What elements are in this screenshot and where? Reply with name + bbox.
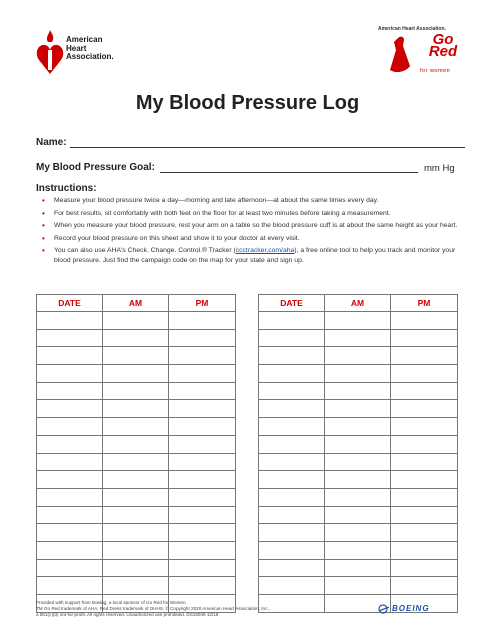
table-row bbox=[259, 382, 458, 400]
instructions-list bbox=[36, 196, 466, 268]
pm-cell[interactable] bbox=[169, 365, 236, 383]
am-cell[interactable] bbox=[103, 471, 169, 489]
am-cell[interactable] bbox=[103, 400, 169, 418]
table-row bbox=[37, 435, 236, 453]
table-row bbox=[37, 471, 236, 489]
table-row bbox=[37, 365, 236, 383]
table-row bbox=[259, 312, 458, 330]
am-cell[interactable] bbox=[325, 524, 391, 542]
page-title: My Blood Pressure Log bbox=[135, 92, 360, 114]
date-cell[interactable] bbox=[37, 471, 103, 489]
date-cell[interactable] bbox=[37, 329, 103, 347]
date-cell[interactable] bbox=[259, 541, 325, 559]
aha-logo bbox=[36, 30, 136, 80]
aha-logo-text: American Heart Association. bbox=[66, 35, 114, 61]
goal-label: My Blood Pressure Goal: bbox=[36, 162, 155, 173]
name-field[interactable] bbox=[70, 147, 465, 148]
list-item: • Record your blood pressure on this sheet and show it to your doctor at every visit. bbox=[42, 233, 300, 243]
pm-cell[interactable] bbox=[169, 453, 236, 471]
pm-cell[interactable] bbox=[169, 488, 236, 506]
date-cell[interactable] bbox=[37, 400, 103, 418]
date-cell[interactable] bbox=[37, 488, 103, 506]
am-cell[interactable] bbox=[325, 435, 391, 453]
am-cell[interactable] bbox=[325, 488, 391, 506]
am-cell[interactable] bbox=[103, 382, 169, 400]
table-row bbox=[37, 577, 236, 595]
pm-cell[interactable] bbox=[169, 541, 236, 559]
date-cell[interactable] bbox=[37, 577, 103, 595]
am-cell[interactable] bbox=[103, 365, 169, 383]
am-cell[interactable] bbox=[325, 329, 391, 347]
goal-field[interactable] bbox=[160, 172, 418, 173]
table-row bbox=[37, 329, 236, 347]
am-cell[interactable] bbox=[103, 488, 169, 506]
date-cell[interactable] bbox=[259, 347, 325, 365]
table-row bbox=[259, 524, 458, 542]
am-cell[interactable] bbox=[103, 312, 169, 330]
pm-cell[interactable] bbox=[169, 577, 236, 595]
table-row bbox=[37, 382, 236, 400]
list-item: • You can also use AHA's Check. Change. Control.® Tracker (ccctracker.com/aha), a free online tool to help you track and monitor your blood pressure. Just find the campaign code on the map for your state and sign up. bbox=[42, 246, 456, 264]
table-row bbox=[259, 435, 458, 453]
name-label: Name: bbox=[36, 137, 67, 148]
footer-text: Provided with support from Boeing, a local sponsor of Go Red for Women. TM Go Red trademark of AHA, Red Dress trademark of DHHS. © Copyright 2020 American Heart Association, Inc., a 501(c)(3) not-for-profit. All rights reserved. Unauthorized use prohibited. DS15049 12/19 bbox=[36, 600, 270, 618]
am-cell[interactable] bbox=[103, 559, 169, 577]
date-cell[interactable] bbox=[37, 506, 103, 524]
pm-cell[interactable] bbox=[169, 559, 236, 577]
pm-header: PM bbox=[391, 295, 458, 312]
am-cell[interactable] bbox=[325, 453, 391, 471]
am-header: AM bbox=[325, 295, 391, 312]
date-cell[interactable] bbox=[37, 453, 103, 471]
list-item: • When you measure your blood pressure, rest your arm on a table so the blood pressure cuff is at about the same height as your heart. bbox=[42, 221, 458, 231]
pm-cell[interactable] bbox=[391, 506, 458, 524]
pm-cell[interactable] bbox=[391, 453, 458, 471]
pm-cell[interactable] bbox=[391, 400, 458, 418]
tracker-link[interactable]: ccctracker.com/aha bbox=[235, 247, 295, 255]
boeing-icon bbox=[378, 604, 390, 614]
am-cell[interactable] bbox=[325, 365, 391, 383]
date-cell[interactable] bbox=[259, 453, 325, 471]
table-row bbox=[37, 559, 236, 577]
table-row bbox=[259, 453, 458, 471]
go-red-logo bbox=[378, 26, 468, 82]
date-cell[interactable] bbox=[259, 382, 325, 400]
pm-cell[interactable] bbox=[391, 524, 458, 542]
go-red-subtitle: for women bbox=[420, 68, 451, 74]
table-row bbox=[259, 347, 458, 365]
table-row bbox=[37, 400, 236, 418]
pm-cell[interactable] bbox=[391, 382, 458, 400]
go-red-title: Go Red bbox=[428, 31, 458, 60]
pm-cell[interactable] bbox=[391, 312, 458, 330]
date-cell[interactable] bbox=[37, 435, 103, 453]
table-row bbox=[259, 471, 458, 489]
date-cell[interactable] bbox=[259, 471, 325, 489]
am-cell[interactable] bbox=[103, 329, 169, 347]
table-row bbox=[259, 577, 458, 595]
date-cell[interactable] bbox=[259, 312, 325, 330]
am-cell[interactable] bbox=[103, 541, 169, 559]
pm-cell[interactable] bbox=[169, 400, 236, 418]
table-row bbox=[259, 559, 458, 577]
date-cell[interactable] bbox=[259, 506, 325, 524]
table-row bbox=[259, 506, 458, 524]
am-cell[interactable] bbox=[103, 524, 169, 542]
am-cell[interactable] bbox=[325, 471, 391, 489]
am-cell[interactable] bbox=[103, 347, 169, 365]
table-row bbox=[259, 329, 458, 347]
date-cell[interactable] bbox=[259, 524, 325, 542]
pm-cell[interactable] bbox=[391, 471, 458, 489]
table-row bbox=[37, 541, 236, 559]
list-item: • Measure your blood pressure twice a day—morning and late afternoon—at about the same times every day. bbox=[42, 196, 379, 205]
date-cell[interactable] bbox=[37, 382, 103, 400]
date-cell[interactable] bbox=[37, 524, 103, 542]
pm-cell[interactable] bbox=[391, 435, 458, 453]
pm-cell[interactable] bbox=[391, 488, 458, 506]
date-cell[interactable] bbox=[37, 418, 103, 436]
date-cell[interactable] bbox=[259, 559, 325, 577]
am-cell[interactable] bbox=[325, 400, 391, 418]
am-cell[interactable] bbox=[325, 347, 391, 365]
pm-cell[interactable] bbox=[391, 418, 458, 436]
date-cell[interactable] bbox=[37, 347, 103, 365]
red-dress-icon bbox=[386, 36, 416, 76]
log-table-left bbox=[36, 294, 236, 613]
pm-cell[interactable] bbox=[391, 365, 458, 383]
pm-cell[interactable] bbox=[391, 329, 458, 347]
am-cell[interactable] bbox=[325, 541, 391, 559]
pm-cell[interactable] bbox=[391, 577, 458, 595]
pm-cell[interactable] bbox=[391, 559, 458, 577]
date-cell[interactable] bbox=[37, 312, 103, 330]
am-cell[interactable] bbox=[103, 506, 169, 524]
pm-cell[interactable] bbox=[169, 347, 236, 365]
date-header: DATE bbox=[259, 295, 325, 312]
am-cell[interactable] bbox=[325, 312, 391, 330]
table-row bbox=[259, 488, 458, 506]
table-row bbox=[259, 365, 458, 383]
pm-cell[interactable] bbox=[169, 312, 236, 330]
pm-header: PM bbox=[169, 295, 236, 312]
pm-cell[interactable] bbox=[169, 471, 236, 489]
table-row bbox=[37, 524, 236, 542]
heart-torch-icon bbox=[36, 30, 64, 76]
table-row bbox=[37, 506, 236, 524]
go-red-top-text: American Heart Association. bbox=[378, 26, 446, 32]
date-cell[interactable] bbox=[37, 365, 103, 383]
date-cell[interactable] bbox=[259, 329, 325, 347]
date-cell[interactable] bbox=[259, 577, 325, 595]
am-cell[interactable] bbox=[325, 577, 391, 595]
table-row bbox=[37, 453, 236, 471]
pm-cell[interactable] bbox=[169, 435, 236, 453]
boeing-logo: BOEING bbox=[392, 604, 430, 613]
am-cell[interactable] bbox=[103, 453, 169, 471]
date-cell[interactable] bbox=[259, 365, 325, 383]
pm-cell[interactable] bbox=[169, 506, 236, 524]
am-cell[interactable] bbox=[325, 382, 391, 400]
goal-unit: mm Hg bbox=[424, 163, 455, 174]
am-cell[interactable] bbox=[103, 435, 169, 453]
table-row bbox=[37, 312, 236, 330]
pm-cell[interactable] bbox=[391, 347, 458, 365]
am-cell[interactable] bbox=[103, 577, 169, 595]
table-row bbox=[37, 488, 236, 506]
pm-cell[interactable] bbox=[169, 524, 236, 542]
am-cell[interactable] bbox=[325, 418, 391, 436]
date-cell[interactable] bbox=[37, 541, 103, 559]
date-cell[interactable] bbox=[259, 435, 325, 453]
date-cell[interactable] bbox=[259, 400, 325, 418]
am-cell[interactable] bbox=[325, 506, 391, 524]
date-cell[interactable] bbox=[259, 488, 325, 506]
table-row bbox=[259, 400, 458, 418]
pm-cell[interactable] bbox=[169, 418, 236, 436]
table-row bbox=[259, 541, 458, 559]
pm-cell[interactable] bbox=[169, 382, 236, 400]
date-header: DATE bbox=[37, 295, 103, 312]
am-cell[interactable] bbox=[103, 418, 169, 436]
log-table-right bbox=[258, 294, 458, 613]
table-row bbox=[259, 418, 458, 436]
am-header: AM bbox=[103, 295, 169, 312]
pm-cell[interactable] bbox=[169, 329, 236, 347]
pm-cell[interactable] bbox=[391, 541, 458, 559]
date-cell[interactable] bbox=[37, 559, 103, 577]
am-cell[interactable] bbox=[325, 559, 391, 577]
table-row bbox=[37, 347, 236, 365]
instructions-title: Instructions: bbox=[36, 183, 97, 194]
list-item: • For best results, sit comfortably with both feet on the floor for at least two minutes before taking a measurement. bbox=[42, 208, 391, 218]
table-row bbox=[37, 418, 236, 436]
date-cell[interactable] bbox=[259, 418, 325, 436]
